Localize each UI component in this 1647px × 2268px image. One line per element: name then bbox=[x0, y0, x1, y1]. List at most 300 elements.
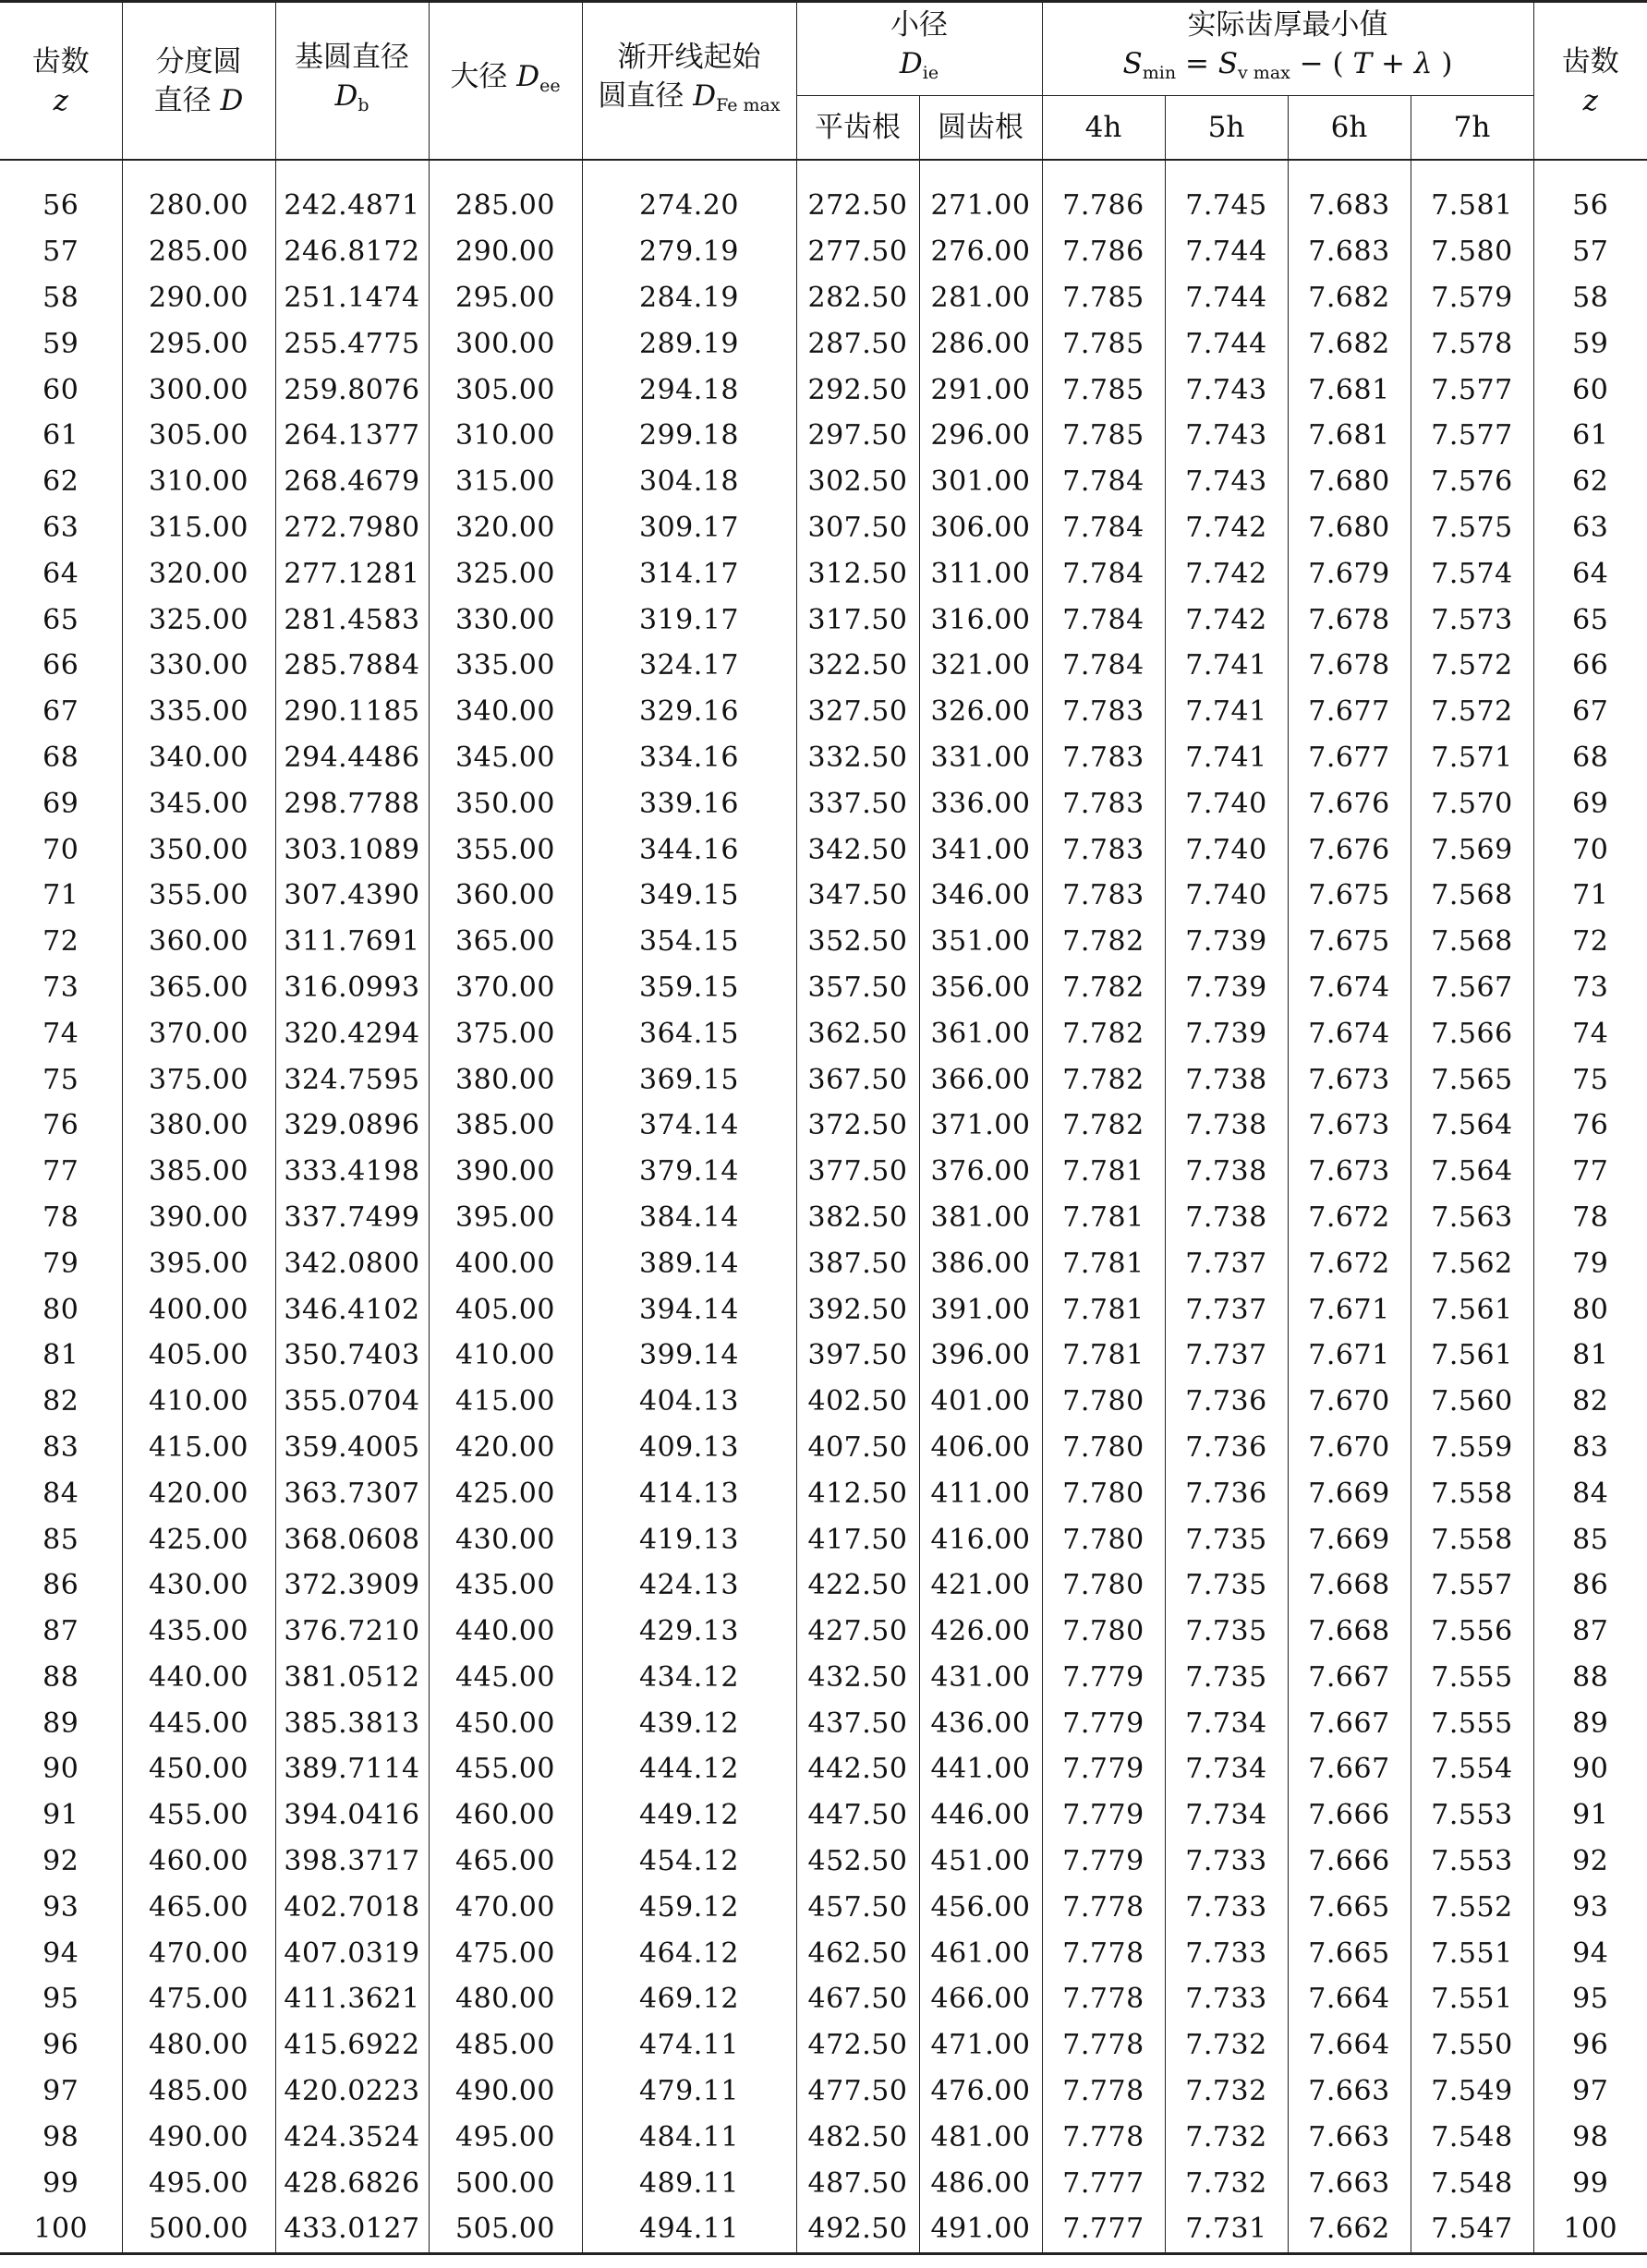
cell-teeth: 78 bbox=[42, 1200, 79, 1234]
cell-base-diameter: 290.1185 bbox=[275, 689, 429, 735]
cell-teeth-right: 69 bbox=[1533, 780, 1647, 826]
cell-minor-round-root: 346.00 bbox=[919, 873, 1042, 919]
cell-thickness-6h: 7.670 bbox=[1288, 1425, 1411, 1471]
cell-pitch-diameter: 280.00 bbox=[122, 183, 275, 229]
cell-major-diameter: 450.00 bbox=[429, 1700, 582, 1746]
cell-thickness-7h: 7.553 bbox=[1411, 1792, 1533, 1839]
cell-teeth: 69 bbox=[42, 787, 79, 820]
cell-base-diameter: 320.4294 bbox=[275, 1010, 429, 1056]
cell-thickness-4h: 7.783 bbox=[1042, 735, 1165, 781]
cell-minor-flat-root: 422.50 bbox=[796, 1562, 919, 1609]
cell-thickness-7h: 7.561 bbox=[1411, 1333, 1533, 1379]
cell-thickness-4h: 7.781 bbox=[1042, 1149, 1165, 1195]
cell-thickness-6h: 7.674 bbox=[1288, 1010, 1411, 1056]
table-row bbox=[0, 1149, 1647, 1195]
table-row bbox=[0, 1103, 1647, 1149]
header-base-diameter: 基圆直径 $D_b$ bbox=[275, 2, 429, 161]
cell-thickness-6h: 7.681 bbox=[1288, 367, 1411, 413]
cell-thickness-5h: 7.731 bbox=[1165, 2206, 1288, 2253]
cell-involute-start-diameter: 494.11 bbox=[582, 2206, 796, 2253]
cell-teeth: 74 bbox=[42, 1017, 79, 1050]
cell-involute-start-diameter: 349.15 bbox=[582, 873, 796, 919]
cell-minor-round-root: 386.00 bbox=[919, 1240, 1042, 1286]
cell-teeth-right: 60 bbox=[1533, 367, 1647, 413]
cell-thickness-7h: 7.567 bbox=[1411, 965, 1533, 1011]
cell-base-diameter: 402.7018 bbox=[275, 1884, 429, 1930]
cell-teeth-right: 73 bbox=[1533, 965, 1647, 1011]
cell-involute-start-diameter: 339.16 bbox=[582, 780, 796, 826]
cell-teeth: 98 bbox=[42, 2120, 79, 2153]
cell-teeth: 85 bbox=[42, 1523, 79, 1556]
cell-teeth-right: 76 bbox=[1533, 1103, 1647, 1149]
cell-thickness-5h: 7.744 bbox=[1165, 320, 1288, 367]
cell-base-diameter: 376.7210 bbox=[275, 1609, 429, 1655]
cell-major-diameter: 445.00 bbox=[429, 1655, 582, 1701]
cell-teeth-right: 63 bbox=[1533, 505, 1647, 551]
cell-minor-round-root: 356.00 bbox=[919, 965, 1042, 1011]
cell-base-diameter: 272.7980 bbox=[275, 505, 429, 551]
cell-thickness-7h: 7.565 bbox=[1411, 1056, 1533, 1103]
cell-involute-start-diameter: 364.15 bbox=[582, 1010, 796, 1056]
cell-minor-flat-root: 287.50 bbox=[796, 320, 919, 367]
cell-thickness-7h: 7.558 bbox=[1411, 1470, 1533, 1516]
cell-minor-round-root: 456.00 bbox=[919, 1884, 1042, 1930]
table-row bbox=[0, 550, 1647, 597]
cell-pitch-diameter: 450.00 bbox=[122, 1746, 275, 1792]
cell-teeth-right: 99 bbox=[1533, 2160, 1647, 2206]
cell-base-diameter: 246.8172 bbox=[275, 229, 429, 275]
cell-thickness-6h: 7.674 bbox=[1288, 965, 1411, 1011]
cell-thickness-4h: 7.779 bbox=[1042, 1839, 1165, 1885]
cell-teeth: 75 bbox=[42, 1063, 79, 1096]
cell-pitch-diameter: 470.00 bbox=[122, 1930, 275, 1976]
cell-base-diameter: 307.4390 bbox=[275, 873, 429, 919]
cell-involute-start-diameter: 329.16 bbox=[582, 689, 796, 735]
cell-pitch-diameter: 425.00 bbox=[122, 1516, 275, 1562]
cell-base-diameter: 385.3813 bbox=[275, 1700, 429, 1746]
cell-thickness-5h: 7.732 bbox=[1165, 2022, 1288, 2069]
cell-minor-flat-root: 352.50 bbox=[796, 919, 919, 965]
cell-base-diameter: 359.4005 bbox=[275, 1425, 429, 1471]
cell-pitch-diameter: 365.00 bbox=[122, 965, 275, 1011]
cell-thickness-4h: 7.778 bbox=[1042, 2022, 1165, 2069]
cell-teeth: 81 bbox=[42, 1339, 79, 1372]
cell-thickness-6h: 7.664 bbox=[1288, 2022, 1411, 2069]
cell-major-diameter: 325.00 bbox=[429, 550, 582, 597]
cell-teeth: 84 bbox=[42, 1477, 79, 1510]
cell-base-diameter: 264.1377 bbox=[275, 413, 429, 459]
table-row bbox=[0, 1609, 1647, 1655]
cell-major-diameter: 430.00 bbox=[429, 1516, 582, 1562]
cell-thickness-5h: 7.742 bbox=[1165, 597, 1288, 643]
cell-involute-start-diameter: 399.14 bbox=[582, 1333, 796, 1379]
cell-base-diameter: 259.8076 bbox=[275, 367, 429, 413]
cell-base-diameter: 420.0223 bbox=[275, 2069, 429, 2115]
cell-involute-start-diameter: 429.13 bbox=[582, 1609, 796, 1655]
cell-involute-start-diameter: 459.12 bbox=[582, 1884, 796, 1930]
cell-major-diameter: 355.00 bbox=[429, 826, 582, 873]
cell-minor-flat-root: 277.50 bbox=[796, 229, 919, 275]
cell-thickness-7h: 7.548 bbox=[1411, 2160, 1533, 2206]
cell-thickness-7h: 7.562 bbox=[1411, 1240, 1533, 1286]
cell-minor-flat-root: 312.50 bbox=[796, 550, 919, 597]
cell-thickness-4h: 7.778 bbox=[1042, 2069, 1165, 2115]
cell-teeth-right: 64 bbox=[1533, 550, 1647, 597]
cell-thickness-4h: 7.783 bbox=[1042, 689, 1165, 735]
cell-involute-start-diameter: 474.11 bbox=[582, 2022, 796, 2069]
cell-teeth: 96 bbox=[42, 2029, 79, 2062]
cell-thickness-4h: 7.779 bbox=[1042, 1700, 1165, 1746]
table-row bbox=[0, 826, 1647, 873]
table-row bbox=[0, 459, 1647, 505]
table-row bbox=[0, 1425, 1647, 1471]
cell-minor-round-root: 331.00 bbox=[919, 735, 1042, 781]
cell-thickness-7h: 7.554 bbox=[1411, 1746, 1533, 1792]
cell-minor-round-root: 281.00 bbox=[919, 275, 1042, 321]
cell-thickness-6h: 7.665 bbox=[1288, 1930, 1411, 1976]
cell-teeth-right: 78 bbox=[1533, 1195, 1647, 1241]
cell-teeth: 63 bbox=[42, 511, 79, 544]
cell-thickness-7h: 7.577 bbox=[1411, 413, 1533, 459]
cell-major-diameter: 465.00 bbox=[429, 1839, 582, 1885]
cell-base-diameter: 251.1474 bbox=[275, 275, 429, 321]
cell-teeth-right: 83 bbox=[1533, 1425, 1647, 1471]
cell-teeth: 94 bbox=[42, 1936, 79, 1970]
cell-major-diameter: 340.00 bbox=[429, 689, 582, 735]
cell-thickness-4h: 7.780 bbox=[1042, 1562, 1165, 1609]
cell-base-diameter: 311.7691 bbox=[275, 919, 429, 965]
cell-thickness-7h: 7.552 bbox=[1411, 1884, 1533, 1930]
cell-minor-flat-root: 322.50 bbox=[796, 643, 919, 689]
cell-teeth-right: 100 bbox=[1533, 2206, 1647, 2253]
cell-pitch-diameter: 500.00 bbox=[122, 2206, 275, 2253]
cell-thickness-5h: 7.738 bbox=[1165, 1103, 1288, 1149]
cell-base-diameter: 281.4583 bbox=[275, 597, 429, 643]
cell-involute-start-diameter: 424.13 bbox=[582, 1562, 796, 1609]
cell-teeth: 61 bbox=[42, 419, 79, 452]
table-row bbox=[0, 2022, 1647, 2069]
cell-base-diameter: 389.7114 bbox=[275, 1746, 429, 1792]
cell-base-diameter: 337.7499 bbox=[275, 1195, 429, 1241]
cell-teeth-right: 96 bbox=[1533, 2022, 1647, 2069]
cell-minor-flat-root: 327.50 bbox=[796, 689, 919, 735]
cell-pitch-diameter: 400.00 bbox=[122, 1286, 275, 1333]
cell-involute-start-diameter: 294.18 bbox=[582, 367, 796, 413]
cell-thickness-5h: 7.736 bbox=[1165, 1379, 1288, 1425]
table-row bbox=[0, 1655, 1647, 1701]
cell-involute-start-diameter: 464.12 bbox=[582, 1930, 796, 1976]
cell-base-diameter: 355.0704 bbox=[275, 1379, 429, 1425]
cell-thickness-4h: 7.779 bbox=[1042, 1746, 1165, 1792]
cell-thickness-5h: 7.740 bbox=[1165, 826, 1288, 873]
cell-thickness-6h: 7.675 bbox=[1288, 873, 1411, 919]
cell-thickness-6h: 7.680 bbox=[1288, 459, 1411, 505]
cell-minor-round-root: 361.00 bbox=[919, 1010, 1042, 1056]
table-row bbox=[0, 229, 1647, 275]
cell-minor-flat-root: 382.50 bbox=[796, 1195, 919, 1241]
table-row bbox=[0, 1056, 1647, 1103]
cell-thickness-7h: 7.553 bbox=[1411, 1839, 1533, 1885]
cell-minor-round-root: 326.00 bbox=[919, 689, 1042, 735]
cell-thickness-6h: 7.666 bbox=[1288, 1839, 1411, 1885]
cell-thickness-7h: 7.549 bbox=[1411, 2069, 1533, 2115]
table-row bbox=[0, 1884, 1647, 1930]
header-grade-5h: 5h bbox=[1165, 96, 1288, 161]
cell-thickness-5h: 7.742 bbox=[1165, 505, 1288, 551]
cell-major-diameter: 380.00 bbox=[429, 1056, 582, 1103]
cell-major-diameter: 490.00 bbox=[429, 2069, 582, 2115]
table-row bbox=[0, 1379, 1647, 1425]
cell-teeth: 56 bbox=[42, 189, 79, 223]
cell-thickness-6h: 7.668 bbox=[1288, 1562, 1411, 1609]
cell-major-diameter: 435.00 bbox=[429, 1562, 582, 1609]
cell-thickness-4h: 7.780 bbox=[1042, 1425, 1165, 1471]
cell-involute-start-diameter: 344.16 bbox=[582, 826, 796, 873]
cell-thickness-6h: 7.663 bbox=[1288, 2160, 1411, 2206]
cell-thickness-7h: 7.564 bbox=[1411, 1149, 1533, 1195]
cell-thickness-6h: 7.683 bbox=[1288, 229, 1411, 275]
cell-base-diameter: 316.0993 bbox=[275, 965, 429, 1011]
cell-involute-start-diameter: 299.18 bbox=[582, 413, 796, 459]
cell-thickness-6h: 7.665 bbox=[1288, 1884, 1411, 1930]
cell-thickness-6h: 7.678 bbox=[1288, 597, 1411, 643]
cell-minor-round-root: 291.00 bbox=[919, 367, 1042, 413]
cell-major-diameter: 405.00 bbox=[429, 1286, 582, 1333]
header-grade-6h: 6h bbox=[1288, 96, 1411, 161]
cell-teeth-right: 98 bbox=[1533, 2114, 1647, 2160]
cell-base-diameter: 342.0800 bbox=[275, 1240, 429, 1286]
cell-minor-flat-root: 432.50 bbox=[796, 1655, 919, 1701]
cell-thickness-6h: 7.668 bbox=[1288, 1609, 1411, 1655]
cell-involute-start-diameter: 379.14 bbox=[582, 1149, 796, 1195]
cell-major-diameter: 505.00 bbox=[429, 2206, 582, 2253]
cell-teeth-right: 57 bbox=[1533, 229, 1647, 275]
cell-involute-start-diameter: 359.15 bbox=[582, 965, 796, 1011]
cell-thickness-6h: 7.683 bbox=[1288, 183, 1411, 229]
cell-pitch-diameter: 395.00 bbox=[122, 1240, 275, 1286]
cell-thickness-5h: 7.734 bbox=[1165, 1792, 1288, 1839]
cell-base-diameter: 350.7403 bbox=[275, 1333, 429, 1379]
cell-thickness-5h: 7.733 bbox=[1165, 1884, 1288, 1930]
cell-thickness-4h: 7.778 bbox=[1042, 1930, 1165, 1976]
cell-major-diameter: 365.00 bbox=[429, 919, 582, 965]
cell-involute-start-diameter: 409.13 bbox=[582, 1425, 796, 1471]
cell-thickness-6h: 7.678 bbox=[1288, 643, 1411, 689]
cell-base-diameter: 303.1089 bbox=[275, 826, 429, 873]
cell-teeth: 86 bbox=[42, 1569, 79, 1602]
cell-teeth-right: 97 bbox=[1533, 2069, 1647, 2115]
cell-thickness-4h: 7.782 bbox=[1042, 965, 1165, 1011]
cell-teeth: 100 bbox=[33, 2213, 89, 2246]
header-major-diameter: 大径 $D_{ee}$ bbox=[429, 2, 582, 161]
cell-involute-start-diameter: 469.12 bbox=[582, 1976, 796, 2022]
cell-pitch-diameter: 405.00 bbox=[122, 1333, 275, 1379]
cell-minor-round-root: 461.00 bbox=[919, 1930, 1042, 1976]
cell-minor-round-root: 376.00 bbox=[919, 1149, 1042, 1195]
cell-base-diameter: 407.0319 bbox=[275, 1930, 429, 1976]
cell-thickness-7h: 7.560 bbox=[1411, 1379, 1533, 1425]
cell-thickness-7h: 7.551 bbox=[1411, 1930, 1533, 1976]
cell-thickness-4h: 7.785 bbox=[1042, 320, 1165, 367]
cell-thickness-7h: 7.581 bbox=[1411, 183, 1533, 229]
cell-thickness-7h: 7.578 bbox=[1411, 320, 1533, 367]
cell-involute-start-diameter: 384.14 bbox=[582, 1195, 796, 1241]
cell-thickness-5h: 7.743 bbox=[1165, 367, 1288, 413]
table-row bbox=[0, 367, 1647, 413]
cell-thickness-6h: 7.676 bbox=[1288, 826, 1411, 873]
cell-minor-round-root: 271.00 bbox=[919, 183, 1042, 229]
cell-pitch-diameter: 320.00 bbox=[122, 550, 275, 597]
cell-minor-round-root: 311.00 bbox=[919, 550, 1042, 597]
cell-minor-round-root: 336.00 bbox=[919, 780, 1042, 826]
table-row bbox=[0, 919, 1647, 965]
cell-thickness-7h: 7.555 bbox=[1411, 1700, 1533, 1746]
cell-minor-round-root: 366.00 bbox=[919, 1056, 1042, 1103]
cell-pitch-diameter: 380.00 bbox=[122, 1103, 275, 1149]
cell-minor-flat-root: 402.50 bbox=[796, 1379, 919, 1425]
cell-thickness-7h: 7.573 bbox=[1411, 597, 1533, 643]
cell-thickness-5h: 7.733 bbox=[1165, 1976, 1288, 2022]
cell-teeth-right: 95 bbox=[1533, 1976, 1647, 2022]
cell-thickness-5h: 7.735 bbox=[1165, 1655, 1288, 1701]
cell-teeth-right: 92 bbox=[1533, 1839, 1647, 1885]
cell-pitch-diameter: 360.00 bbox=[122, 919, 275, 965]
cell-thickness-4h: 7.777 bbox=[1042, 2160, 1165, 2206]
cell-thickness-5h: 7.737 bbox=[1165, 1333, 1288, 1379]
cell-involute-start-diameter: 479.11 bbox=[582, 2069, 796, 2115]
cell-base-diameter: 415.6922 bbox=[275, 2022, 429, 2069]
cell-minor-flat-root: 307.50 bbox=[796, 505, 919, 551]
cell-major-diameter: 420.00 bbox=[429, 1425, 582, 1471]
cell-minor-flat-root: 282.50 bbox=[796, 275, 919, 321]
cell-minor-flat-root: 342.50 bbox=[796, 826, 919, 873]
cell-thickness-4h: 7.779 bbox=[1042, 1655, 1165, 1701]
cell-pitch-diameter: 370.00 bbox=[122, 1010, 275, 1056]
cell-minor-round-root: 296.00 bbox=[919, 413, 1042, 459]
cell-thickness-4h: 7.782 bbox=[1042, 919, 1165, 965]
cell-thickness-7h: 7.572 bbox=[1411, 643, 1533, 689]
cell-minor-round-root: 471.00 bbox=[919, 2022, 1042, 2069]
cell-teeth: 65 bbox=[42, 603, 79, 636]
cell-involute-start-diameter: 284.19 bbox=[582, 275, 796, 321]
cell-teeth-right: 61 bbox=[1533, 413, 1647, 459]
table-row bbox=[0, 2069, 1647, 2115]
cell-teeth-right: 94 bbox=[1533, 1930, 1647, 1976]
cell-pitch-diameter: 490.00 bbox=[122, 2114, 275, 2160]
cell-minor-flat-root: 467.50 bbox=[796, 1976, 919, 2022]
cell-involute-start-diameter: 484.11 bbox=[582, 2114, 796, 2160]
cell-minor-round-root: 476.00 bbox=[919, 2069, 1042, 2115]
cell-major-diameter: 470.00 bbox=[429, 1884, 582, 1930]
cell-pitch-diameter: 325.00 bbox=[122, 597, 275, 643]
cell-thickness-7h: 7.548 bbox=[1411, 2114, 1533, 2160]
cell-teeth: 73 bbox=[42, 971, 79, 1004]
cell-pitch-diameter: 385.00 bbox=[122, 1149, 275, 1195]
cell-thickness-4h: 7.784 bbox=[1042, 459, 1165, 505]
cell-pitch-diameter: 345.00 bbox=[122, 780, 275, 826]
cell-thickness-7h: 7.564 bbox=[1411, 1103, 1533, 1149]
cell-major-diameter: 370.00 bbox=[429, 965, 582, 1011]
cell-thickness-7h: 7.568 bbox=[1411, 873, 1533, 919]
cell-teeth: 71 bbox=[42, 879, 79, 912]
cell-teeth-right: 87 bbox=[1533, 1609, 1647, 1655]
cell-thickness-5h: 7.741 bbox=[1165, 735, 1288, 781]
cell-minor-round-root: 406.00 bbox=[919, 1425, 1042, 1471]
cell-thickness-6h: 7.663 bbox=[1288, 2069, 1411, 2115]
cell-teeth-right: 86 bbox=[1533, 1562, 1647, 1609]
cell-thickness-4h: 7.778 bbox=[1042, 1976, 1165, 2022]
cell-pitch-diameter: 390.00 bbox=[122, 1195, 275, 1241]
cell-pitch-diameter: 480.00 bbox=[122, 2022, 275, 2069]
cell-major-diameter: 285.00 bbox=[429, 183, 582, 229]
table-row bbox=[0, 965, 1647, 1011]
cell-base-diameter: 298.7788 bbox=[275, 780, 429, 826]
cell-minor-flat-root: 447.50 bbox=[796, 1792, 919, 1839]
cell-involute-start-diameter: 419.13 bbox=[582, 1516, 796, 1562]
cell-major-diameter: 415.00 bbox=[429, 1379, 582, 1425]
cell-pitch-diameter: 475.00 bbox=[122, 1976, 275, 2022]
cell-teeth-right: 85 bbox=[1533, 1516, 1647, 1562]
cell-thickness-7h: 7.576 bbox=[1411, 459, 1533, 505]
cell-major-diameter: 455.00 bbox=[429, 1746, 582, 1792]
cell-pitch-diameter: 285.00 bbox=[122, 229, 275, 275]
cell-minor-round-root: 491.00 bbox=[919, 2206, 1042, 2253]
cell-thickness-5h: 7.741 bbox=[1165, 689, 1288, 735]
cell-minor-round-root: 451.00 bbox=[919, 1839, 1042, 1885]
cell-involute-start-diameter: 309.17 bbox=[582, 505, 796, 551]
cell-minor-round-root: 481.00 bbox=[919, 2114, 1042, 2160]
cell-major-diameter: 315.00 bbox=[429, 459, 582, 505]
cell-thickness-6h: 7.677 bbox=[1288, 689, 1411, 735]
cell-base-diameter: 368.0608 bbox=[275, 1516, 429, 1562]
cell-thickness-6h: 7.676 bbox=[1288, 780, 1411, 826]
cell-minor-flat-root: 472.50 bbox=[796, 2022, 919, 2069]
cell-pitch-diameter: 495.00 bbox=[122, 2160, 275, 2206]
cell-involute-start-diameter: 319.17 bbox=[582, 597, 796, 643]
cell-pitch-diameter: 310.00 bbox=[122, 459, 275, 505]
cell-minor-flat-root: 457.50 bbox=[796, 1884, 919, 1930]
cell-thickness-6h: 7.681 bbox=[1288, 413, 1411, 459]
cell-pitch-diameter: 445.00 bbox=[122, 1700, 275, 1746]
cell-major-diameter: 295.00 bbox=[429, 275, 582, 321]
cell-teeth: 90 bbox=[42, 1753, 79, 1786]
cell-teeth-right: 59 bbox=[1533, 320, 1647, 367]
cell-thickness-6h: 7.666 bbox=[1288, 1792, 1411, 1839]
cell-minor-round-root: 316.00 bbox=[919, 597, 1042, 643]
cell-major-diameter: 300.00 bbox=[429, 320, 582, 367]
cell-pitch-diameter: 455.00 bbox=[122, 1792, 275, 1839]
cell-thickness-7h: 7.561 bbox=[1411, 1286, 1533, 1333]
cell-major-diameter: 480.00 bbox=[429, 1976, 582, 2022]
cell-base-diameter: 346.4102 bbox=[275, 1286, 429, 1333]
cell-thickness-5h: 7.733 bbox=[1165, 1930, 1288, 1976]
cell-minor-flat-root: 302.50 bbox=[796, 459, 919, 505]
cell-base-diameter: 428.6826 bbox=[275, 2160, 429, 2206]
cell-major-diameter: 385.00 bbox=[429, 1103, 582, 1149]
header-grade-4h: 4h bbox=[1042, 96, 1165, 161]
cell-thickness-6h: 7.669 bbox=[1288, 1516, 1411, 1562]
cell-teeth: 67 bbox=[42, 695, 79, 729]
table-row bbox=[0, 1286, 1647, 1333]
cell-minor-flat-root: 452.50 bbox=[796, 1839, 919, 1885]
cell-thickness-5h: 7.743 bbox=[1165, 459, 1288, 505]
cell-thickness-5h: 7.744 bbox=[1165, 275, 1288, 321]
cell-thickness-4h: 7.778 bbox=[1042, 1884, 1165, 1930]
cell-major-diameter: 390.00 bbox=[429, 1149, 582, 1195]
cell-teeth: 79 bbox=[42, 1247, 79, 1280]
cell-base-diameter: 411.3621 bbox=[275, 1976, 429, 2022]
cell-pitch-diameter: 340.00 bbox=[122, 735, 275, 781]
